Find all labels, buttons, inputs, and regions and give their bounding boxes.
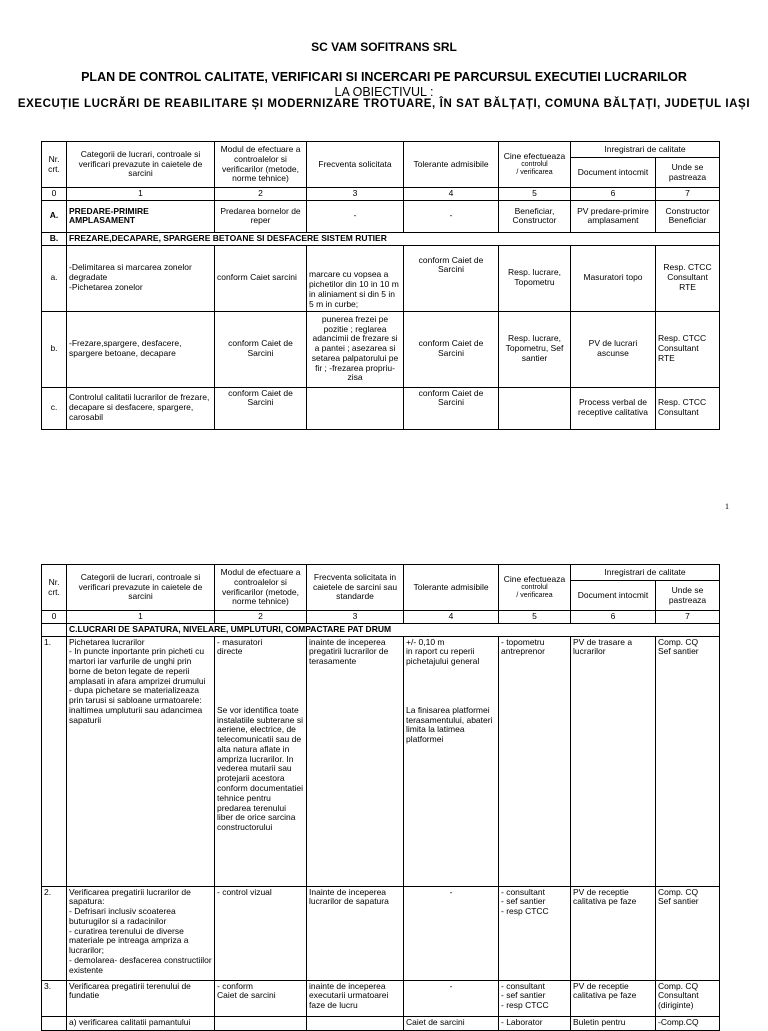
- row-frequency: [307, 387, 404, 429]
- header-cine: [499, 142, 571, 188]
- header-cine-sub: controlul / verificarea: [516, 584, 553, 600]
- column-number-row: [42, 188, 720, 201]
- row-nr: b.: [42, 311, 67, 387]
- row-nr: A.: [42, 200, 67, 232]
- table-row: [42, 1016, 720, 1030]
- col-number: 4: [404, 611, 499, 624]
- row-nr: 2.: [42, 886, 67, 980]
- row-document: Masuratori topo: [571, 245, 656, 311]
- company-name: SC VAM SOFITRANS SRL: [311, 40, 457, 54]
- row-storage: Constructor Beneficiar: [656, 200, 720, 232]
- row-storage: Comp. CQ Sef santier: [656, 886, 720, 980]
- row-category: Controlul calitatii lucrarilor de frezare, decapare si desfacere, spargere, carosabil: [67, 387, 215, 429]
- row-frequency: inainte de inceperea executarii urmatoarei faze de lucru: [307, 980, 404, 1016]
- header-document: Document intocmit: [571, 158, 656, 188]
- row-tolerance: Caiet de sarcini: [404, 1016, 499, 1030]
- row-frequency: punerea frezei pe pozitie ; reglarea adancimii de frezare si a pantei ; asezarea si setarea palpatorului pe fir ; -frezarea propriu-zisa: [307, 311, 404, 387]
- row-category: a) verificarea calitatii pamantului: [67, 1016, 215, 1030]
- col-number: 5: [499, 188, 571, 201]
- section-title: FREZARE,DECAPARE, SPARGERE BETOANE SI DESFACERE SISTEM RUTIER: [67, 232, 720, 245]
- row-method: Predarea bornelor de reper: [215, 200, 307, 232]
- row-category: Verificarea pregatirii terenului de fundatie: [67, 980, 215, 1016]
- row-performer: Resp. lucrare, Topometru, Sef santier: [499, 311, 571, 387]
- header-modul: Modul de efectuare a controalelor si verificarilor (metode, norme tehnice): [215, 142, 307, 188]
- column-number-row: [42, 611, 720, 624]
- row-storage: Comp. CQ Consultant (diriginte): [656, 980, 720, 1016]
- row-storage: Resp. CTCC Consultant: [656, 387, 720, 429]
- row-storage: Comp. CQ Sef santier: [656, 636, 720, 886]
- row-method: - control vizual: [215, 886, 307, 980]
- header-unde: Unde se pastreaza: [656, 158, 720, 188]
- col-number: 3: [307, 188, 404, 201]
- col-number: 2: [215, 188, 307, 201]
- objective-label: LA OBIECTIVUL :: [334, 85, 434, 99]
- header-inregistrari: Inregistrari de calitate: [571, 565, 720, 581]
- row-document: PV predare-primire amplasament: [571, 200, 656, 232]
- header-row: [42, 565, 720, 581]
- row-performer: Resp. lucrare, Topometru: [499, 245, 571, 311]
- row-method: conform Caiet sarcini: [215, 245, 307, 311]
- row-document: PV de trasare a lucrarilor: [571, 636, 656, 886]
- row-method: [215, 1016, 307, 1030]
- row-performer: [499, 387, 571, 429]
- row-storage: Resp. CTCC Consultant RTE: [656, 311, 720, 387]
- row-document: PV de receptie calitativa pe faze: [571, 980, 656, 1016]
- header-nr: Nr. crt.: [42, 142, 67, 188]
- row-performer: - Laborator: [499, 1016, 571, 1030]
- header-cine: [499, 565, 571, 611]
- header-cine-label: Cine efectueaza: [503, 573, 566, 584]
- col-number: 6: [571, 188, 656, 201]
- header-tolerante: Tolerante admisibile: [404, 565, 499, 611]
- row-nr: 1.: [42, 636, 67, 886]
- plan-title: PLAN DE CONTROL CALITATE, VERIFICARI SI INCERCARI PE PARCURSUL EXECUTIEI LUCRARILOR: [81, 70, 687, 84]
- header-categorii: Categorii de lucrari, controale si verificari prevazute in caietele de sarcini: [67, 142, 215, 188]
- row-storage: -Comp.CQ: [656, 1016, 720, 1030]
- row-nr: [42, 1016, 67, 1030]
- row-nr: c.: [42, 387, 67, 429]
- col-number: 0: [42, 188, 67, 201]
- col-number: 7: [656, 188, 720, 201]
- quality-control-table-1: [41, 141, 720, 430]
- col-number: 3: [307, 611, 404, 624]
- row-tolerance: conform Caiet de Sarcini: [404, 245, 499, 311]
- quality-control-table-2: [41, 564, 720, 1031]
- row-document: Process verbal de receptive calitativa: [571, 387, 656, 429]
- header-unde: Unde se pastreaza: [656, 581, 720, 611]
- row-nr: a.: [42, 245, 67, 311]
- row-storage: Resp. CTCC Consultant RTE: [656, 245, 720, 311]
- row-frequency: inainte de inceperea pregatirii lucrarilor de terasamente: [307, 636, 404, 886]
- row-tolerance: -: [404, 200, 499, 232]
- header-cine-label: Cine efectueaza: [503, 150, 566, 161]
- row-frequency: marcare cu vopsea a pichetilor din 10 in 10 m in aliniament si din 5 in 5 m in curbe;: [307, 245, 404, 311]
- objective-text: EXECUȚIE LUCRĂRI DE REABILITARE ȘI MODERNIZARE TROTUARE, ÎN SAT BĂLȚAȚI, COMUNA BĂLȚAȚI, JUDEȚUL IAȘI: [17, 98, 751, 110]
- section-nr: [42, 623, 67, 636]
- section-row: [42, 232, 720, 245]
- table-row: [42, 311, 720, 387]
- col-number: 1: [67, 188, 215, 201]
- table-row: [42, 636, 720, 886]
- row-category: Pichetarea lucrarilor - In puncte inportante prin picheti cu martori iar varfurile de unghi prin borne de beton legate de reperii amplasati in afara amprizei drumului - dupa pichetare se materializeaza prin tarusi si sabloane urmatoarele: inaltimea umpluturii sau adancimea sapaturii: [67, 636, 215, 886]
- table-row: [42, 200, 720, 232]
- row-document: Buletin pentru: [571, 1016, 656, 1030]
- col-number: 5: [499, 611, 571, 624]
- section-row: [42, 623, 720, 636]
- row-document: PV de lucrari ascunse: [571, 311, 656, 387]
- header-row: [42, 142, 720, 158]
- row-method: conform Caiet de Sarcini: [215, 311, 307, 387]
- row-tolerance: +/- 0,10 m in raport cu reperii pichetajului general La finisarea platformei terasamentului, abateri limita la latimea platformei: [404, 636, 499, 886]
- col-number: 6: [571, 611, 656, 624]
- header-frecventa: Frecventa solicitata: [307, 142, 404, 188]
- row-category: -Frezare,spargere, desfacere, spargere betoane, decapare: [67, 311, 215, 387]
- table-row: [42, 980, 720, 1016]
- row-performer: - consultant - sef santier - resp CTCC: [499, 980, 571, 1016]
- col-number: 1: [67, 611, 215, 624]
- row-frequency: Inainte de inceperea lucrarilor de sapatura: [307, 886, 404, 980]
- row-performer: - topometru antreprenor: [499, 636, 571, 886]
- header-inregistrari: Inregistrari de calitate: [571, 142, 720, 158]
- row-tolerance: -: [404, 886, 499, 980]
- table-row: [42, 387, 720, 429]
- header-nr: Nr. crt.: [42, 565, 67, 611]
- header-tolerante: Tolerante admisibile: [404, 142, 499, 188]
- row-tolerance: conform Caiet de Sarcini: [404, 311, 499, 387]
- row-tolerance: conform Caiet de Sarcini: [404, 387, 499, 429]
- row-frequency: [307, 1016, 404, 1030]
- page-number: 1: [725, 502, 729, 511]
- row-method: conform Caiet de Sarcini: [215, 387, 307, 429]
- row-document: PV de receptie calitativa pe faze: [571, 886, 656, 980]
- row-category: -Delimitarea si marcarea zonelor degradate -Pichetarea zonelor: [67, 245, 215, 311]
- row-tolerance: -: [404, 980, 499, 1016]
- table-row: [42, 886, 720, 980]
- col-number: 0: [42, 611, 67, 624]
- row-performer: Beneficiar, Constructor: [499, 200, 571, 232]
- row-category: Verificarea pregatirii lucrarilor de sapatura: - Defrisari inclusiv scoaterea buturugilor si a radacinilor - curatirea terenului de diverse materiale pe intreaga ampriza a lucrarilor; - demolarea- desfacerea constructiilor existente: [67, 886, 215, 980]
- row-nr: 3.: [42, 980, 67, 1016]
- col-number: 7: [656, 611, 720, 624]
- col-number: 4: [404, 188, 499, 201]
- row-frequency: -: [307, 200, 404, 232]
- col-number: 2: [215, 611, 307, 624]
- header-modul: Modul de efectuare a controalelor si verificarilor (metode, norme tehnice): [215, 565, 307, 611]
- row-performer: - consultant - sef santier - resp CTCC: [499, 886, 571, 980]
- header-categorii: Categorii de lucrari, controale si verificari prevazute in caietele de sarcini: [67, 565, 215, 611]
- section-nr: B.: [42, 232, 67, 245]
- row-method: - conform Caiet de sarcini: [215, 980, 307, 1016]
- header-cine-sub: controlul / verificarea: [516, 161, 553, 177]
- header-frecventa: Frecventa solicitata in caietele de sarcini sau standarde: [307, 565, 404, 611]
- section-title: C.LUCRARI DE SAPATURA, NIVELARE, UMPLUTURI, COMPACTARE PAT DRUM: [67, 623, 720, 636]
- header-document: Document intocmit: [571, 581, 656, 611]
- row-method: - masuratori directe Se vor identifica toate instalatiile subterane si aeriene, electrice, de telecomunicatii sau de alta natura aflate in ampriza lucrarilor. In vederea mutarii sau protejarii acestora conform documentatiei tehnice pentru predarea terenului liber de orice sarcina constructorului: [215, 636, 307, 886]
- table-row: [42, 245, 720, 311]
- row-category: PREDARE-PRIMIRE AMPLASAMENT: [67, 200, 215, 232]
